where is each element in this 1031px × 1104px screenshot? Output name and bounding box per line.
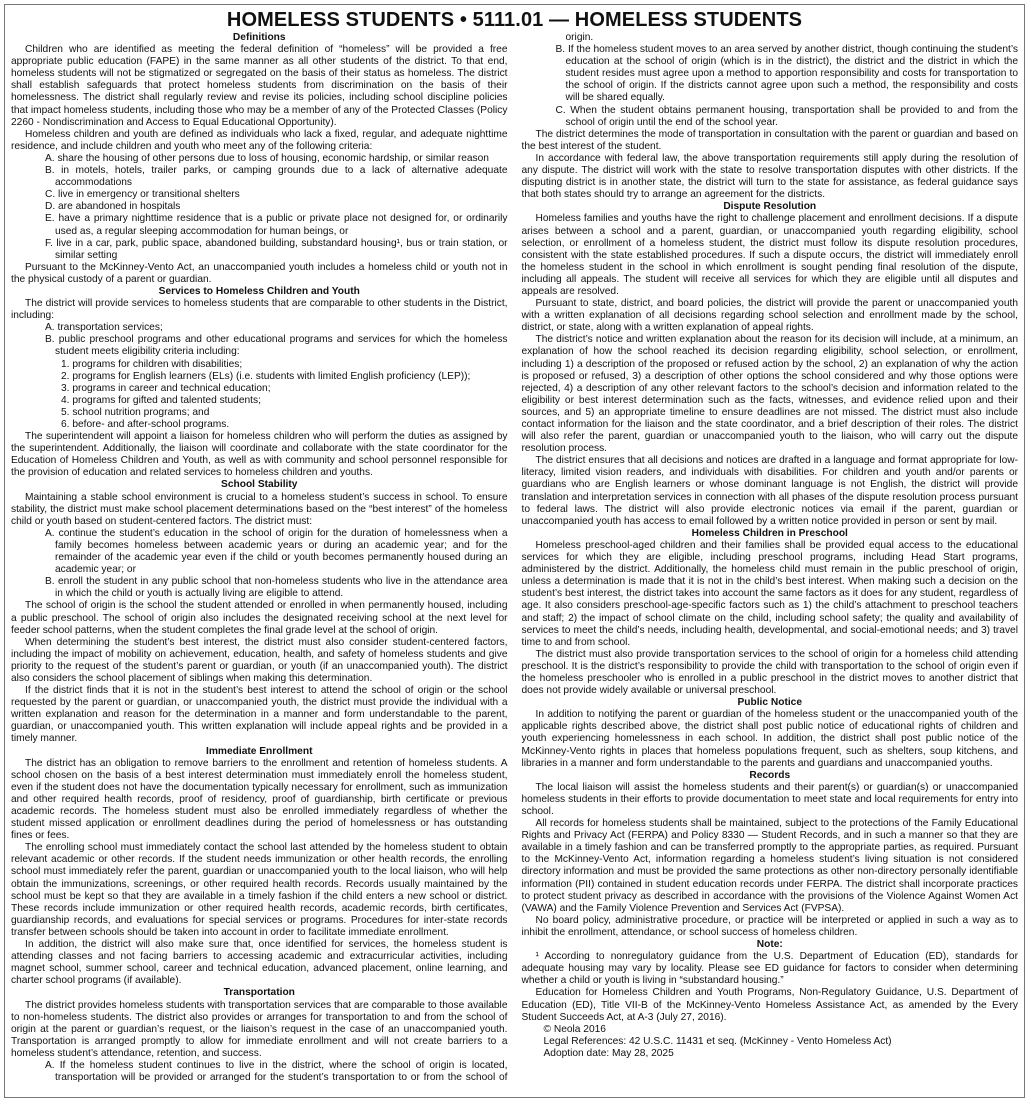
section-heading-note: Note: [756,939,783,951]
paragraph: The district has an obligation to remove barriers to the enrollment and retention of homeless students. A school chosen on the basis of a best interest determination must immediately enroll the homeless student, even if the student does not have the documentation typically necessary for enrollment, such as immunization and other required health records, proof of residency, proof of guardianship, birth certificate or previous academic records. The homeless student must also be enrolled immediately regardless of whether the student missed application or enrollment deadlines during the period of homelessness or has outstanding fines or fees. [11,757,508,842]
paragraph: The district provides homeless students with transportation services that are comparable to those available to non-homeless students. The district also provides or arranges for transportation to and from the school of origin at the parent or guardian’s request, or the liaison’s request in the case of an unaccompanied youth. Transportation is arranged promptly to allow for immediate enrollment and will not create barriers to a homeless student’s attendance, retention, and success. [11,999,508,1059]
paragraph: The local liaison will assist the homeless students and their parent(s) or guardian(s) or unaccompanied homeless students in their efforts to provide documentation to meet state and local requirements for entry into school. [521,781,1018,817]
section-heading-services: Services to Homeless Children and Youth [158,285,360,297]
sub-list-item: 2. programs for English learners (ELs) (i.e. students with limited English proficiency (LEP)); [61,370,471,382]
copyright-line: © Neola 2016 [543,1023,606,1035]
paragraph: Homeless children and youth are defined as individuals who lack a fixed, regular, and adequate nighttime residence, and include children and youth who meet any of the following criteria: [11,128,508,152]
list-item: E. have a primary nighttime residence that is a public or private place not designed for, or ordinarily used as, a regular sleeping accommodation for human beings, or [45,213,508,237]
paragraph: The district ensures that all decisions and notices are drafted in a language and format appropriate for low-literacy, limited vision readers, and individuals with disabilities. For children and youth and/or parents or guardians who are English learners or whose dominant language is not English, the district will provide translation and interpretation services in connection with all phases of the dispute resolution process pursuant to federal laws. The district will also provide electronic notices via email if the parent, guardian or unaccompanied youth has access to email followed by a written notice provided in person or sent by mail. [521,455,1018,527]
list-item: A. continue the student’s education in the school of origin for the duration of homelessness when a family becomes homeless between academic years or during an academic year; and for the remainder of the academic year even if the child or youth becomes permanently housed during an academic year; or [45,527,508,576]
paragraph: The school of origin is the school the student attended or enrolled in when permanently housed, including a public preschool. The school of origin also includes the designated receiving school at the next level for feeder school patterns, when the student completes the final grade level at the school of origin. [11,600,508,636]
section-heading-transportation: Transportation [223,987,295,999]
section-heading-definitions: Definitions [232,32,286,43]
list-item: F. live in a car, park, public space, abandoned building, substandard housing¹, bus or train station, or similar setting [45,237,508,261]
section-heading-school-stability: School Stability [221,479,298,491]
paragraph: The superintendent will appoint a liaison for homeless children who will perform the duties as assigned by the superintendent. Additionally, the liaison will coordinate and collaborate with the state coordinator for the Education of Homeless Children and Youth, as well as with community and school personnel responsible for the provision of education and related services to homeless children and youths. [11,431,508,479]
sub-list-item: 6. before- and after-school programs. [61,419,230,430]
list-item: B. in motels, hotels, trailer parks, or camping grounds due to a lack of alternative adequate accommodations [45,165,508,189]
paragraph: Maintaining a stable school environment is crucial to a homeless student’s success in school. To ensure stability, the district must make school placement determinations based on the “best interest” of the homeless child or youth based on student-centered factors. The district must: [11,491,508,527]
paragraph: The district must also provide transportation services to the school of origin for a homeless child attending preschool. It is the district’s responsibility to provide the child with transportation to the school of origin even if the homeless preschooler who is enrolled in a public preschool in the district moves to another district that does not provide widely available or universal preschool. [521,648,1018,697]
policy-body [11,32,1018,1093]
list-item: B. public preschool programs and other educational programs and services for which the homeless student meets eligibility criteria including: [45,334,508,358]
list-item: C. live in emergency or transitional shelters [45,189,240,201]
paragraph: Homeless preschool-aged children and their families shall be provided equal access to the educational services for which they are eligible, including preschool programs, including Head Start programs, administered by the district. Additionally, the homeless child must remain in the public preschool of origin, unless a determination is made that it is not in the child’s best interest. When making such a decision on the student’s best interest, the district takes into account the same factors as it does for any student, regardless of age. It also considers preschool-age-specific factors such as 1) the child’s attachment to preschool teachers and staff; 2) the impact of school climate on the child, including school safety; the quality and availability of services to meet the child’s needs, including health, developmental, and social-emotional needs; and 3) travel time to and from school. [521,539,1018,648]
sub-list-item: 1. programs for children with disabilities; [61,358,243,370]
paragraph: Homeless families and youths have the right to challenge placement and enrollment decisions. If a dispute arises between a school and a parent, guardian, or unaccompanied youth regarding eligibility, school selection, or enrollment of a homeless student, the district must follow its dispute resolution procedures, consistent with the state established procedures. If such a dispute occurs, the district will immediately enroll the homeless student in the school in which enrollment is sought pending final resolution of the dispute, including all appeals. The student will receive all services for which they are eligible until all disputes and appeals are resolved. [521,213,1018,297]
section-heading-immediate-enrollment: Immediate Enrollment [206,745,313,757]
paragraph: When determining the student’s best interest, the district must also consider student-centered factors, including the impact of mobility on achievement, education, health, and safety of homeless students and give priority to the request of the student’s parent or guardian, or youth (if an unaccompanied youth). The district also considers the school placement of siblings when making this determination. [11,636,508,684]
paragraph: The district determines the mode of transportation in consultation with the parent or guardian and based on the best interest of the student. [521,128,1018,152]
paragraph: All records for homeless students shall be maintained, subject to the protections of the Family Educational Rights and Privacy Act (FERPA) and Policy 8330 — Student Records, and in such a manner so that they are available in a timely fashion and can be transferred promptly to the appropriate parties, as required. Pursuant to the McKinney-Vento Act, information regarding a homeless student’s living situation is not considered directory information and must be provided the same protections as other non-directory personally identifiable information (PII) contained in student education records under FERPA. The district shall incorporate practices to protect student privacy as described in accordance with the provisions of the Violence Against Women Act (VAWA) and the Family Violence Prevention and Services Act (FVPSA). [521,818,1018,914]
section-heading-preschool: Homeless Children in Preschool [691,527,848,539]
adoption-date: Adoption date: May 28, 2025 [543,1047,674,1059]
paragraph: The enrolling school must immediately contact the school last attended by the homeless student to obtain relevant academic or other records. If the student needs immunization or other health records, the enrolling school must immediately refer the parent, guardian or unaccompanied youth to the local liaison, who will help obtain the immunizations, screenings, or other required health records. Records usually maintained by the school must be kept so that they are available in a timely fashion if the child enters a new school or district. These records include immunization or other required health records, academic records, birth certificates, guardianship records, and evaluations for special services or programs. Procedures for inter-state records transfer between schools should be taken into account in order to facilitate immediate enrollment. [11,842,508,938]
section-heading-dispute-resolution: Dispute Resolution [723,201,817,213]
section-heading-records: Records [749,769,791,781]
section-heading-public-notice: Public Notice [737,697,803,709]
list-item: B. enroll the student in any public school that non-homeless students who live in the attendance area in which the child or youth is actually living are eligible to attend. [45,576,508,600]
paragraph: The district will provide services to homeless students that are comparable to other students in the District, including: [11,298,508,322]
sub-list-item: 4. programs for gifted and talented students; [61,394,261,406]
list-item: A. If the homeless student continues to live in the district, where the school of origin is located, transportation will be provided or arranged for the student’s transportation to or from the school of origin. [45,32,594,1084]
paragraph: No board policy, administrative procedure, or practice will be interpreted or applied in such a way as to inhibit the enrollment, attendance, or school success of homeless children. [521,914,1018,938]
reference-note: Education for Homeless Children and Youth Programs, Non-Regulatory Guidance, U.S. Department of Education (ED), Title VII-B of the McKinney-Vento Homeless Assistance Act, as amended by the Every Student Succeeds Act, at A-3 (July 27, 2016). [521,987,1018,1023]
legal-references: Legal References: 42 U.S.C. 11431 et seq. (McKinney - Vento Homeless Act) [543,1035,892,1047]
paragraph: In addition, the district will also make sure that, once identified for services, the homeless student is attending classes and not facing barriers to accessing academic and extracurricular activities, including magnet school, summer school, career and technical education, advanced placement, online learning, and charter school programs (if available). [11,939,508,987]
paragraph: The district’s notice and written explanation about the reason for its decision will include, at a minimum, an explanation of how the school reached its decision regarding eligibility, school selection, or enrollment, including 1) a description of the proposed or refused action by the school, 2) an explanation of why the action is proposed or refused, 3) a description of other options the school considered and why those options were rejected, 4) a description of any other relevant factors to the school’s decision and information related to the eligibility or best interest determination such as the facts, witnesses, and evidence relied upon and their sources, and 5) an appropriate timeline to ensure deadlines are not missed. The district must also include contact information for the liaison and the state coordinator, and a brief description of their roles. The district will also refer the parent, guardian or unaccompanied youth to the liaison, who will carry out the dispute resolution process. [521,334,1018,455]
footnote: ¹ According to nonregulatory guidance from the U.S. Department of Education (ED), standards for adequate housing may vary by locality. Please see ED guidance for factors to consider when determining whether a child or youth is living in “substandard housing.” [521,951,1018,987]
paragraph: Pursuant to state, district, and board policies, the district will provide the parent or unaccompanied youth with a written explanation of all decisions regarding school selection and enrollment made by the school, district, or state, along with a written explanation of appeal rights. [521,298,1018,334]
list-item: A. share the housing of other persons due to loss of housing, economic hardship, or similar reason [45,152,489,164]
policy-page [4,4,1025,1098]
list-item: C. When the student obtains permanent housing, transportation shall be provided to and from the school of origin until the end of the school year. [555,104,1018,128]
list-item: A. transportation services; [45,322,163,334]
paragraph: In addition to notifying the parent or guardian of the homeless student or the unaccompanied youth of the applicable rights described above, the district shall post public notice of educational rights of children and youth experiencing homelessness in each school. In addition, the district shall post public notice of the McKinney-Vento rights in places that homeless populations frequent, such as shelters, soup kitchens, and libraries in a manner and form understandable to the parents and guardians and unaccompanied youths. [521,709,1018,769]
list-item: B. If the homeless student moves to an area served by another district, though continuing the student’s education at the school of origin (which is in the district), the district and the district in which the student resides must agree upon a method to apportion responsibility and costs for transportation to the school of origin. If the districts cannot agree upon such a method, the responsibility and costs will be shared equally. [555,44,1018,104]
paragraph: Pursuant to the McKinney-Vento Act, an unaccompanied youth includes a homeless child or youth not in the physical custody of a parent or guardian. [11,261,508,285]
paragraph: Children who are identified as meeting the federal definition of “homeless” will be provided a free appropriate public education (FAPE) in the same manner as all other students of the district. To that end, homeless students will not be stigmatized or segregated on the basis of their status as homeless. The district shall establish safeguards that protect homeless students from discrimination on the basis of their homelessness. The district shall regularly review and revise its policies, including school discipline policies that impact homeless students, including those who may be a member of any of the Protected Classes (Policy 2260 - Nondiscrimination and Access to Equal Educational Opportunity). [11,44,508,128]
sub-list-item: 5. school nutrition programs; and [61,406,210,418]
sub-list-item: 3. programs in career and technical education; [61,382,271,394]
paragraph: If the district finds that it is not in the student’s best interest to attend the school of origin or the school requested by the parent or guardian, or unaccompanied youth, the district must provide the individual with a written explanation and reason for the determination in a manner and form understandable to the parent, guardian, or unaccompanied youth. This written explanation will include appeal rights and be provided in a timely manner. [11,685,508,745]
paragraph: In accordance with federal law, the above transportation requirements still apply during the resolution of any dispute. The district will work with the state to resolve transportation disputes with other districts. If the disputing district is in another state, the district will turn to the state for assistance, as federal guidance says that both states should try to arrange an agreement for the districts. [521,152,1018,201]
page-title: HOMELESS STUDENTS • 5111.01 — HOMELESS STUDENTS [226,9,803,31]
list-item: D. are abandoned in hospitals [45,201,181,213]
